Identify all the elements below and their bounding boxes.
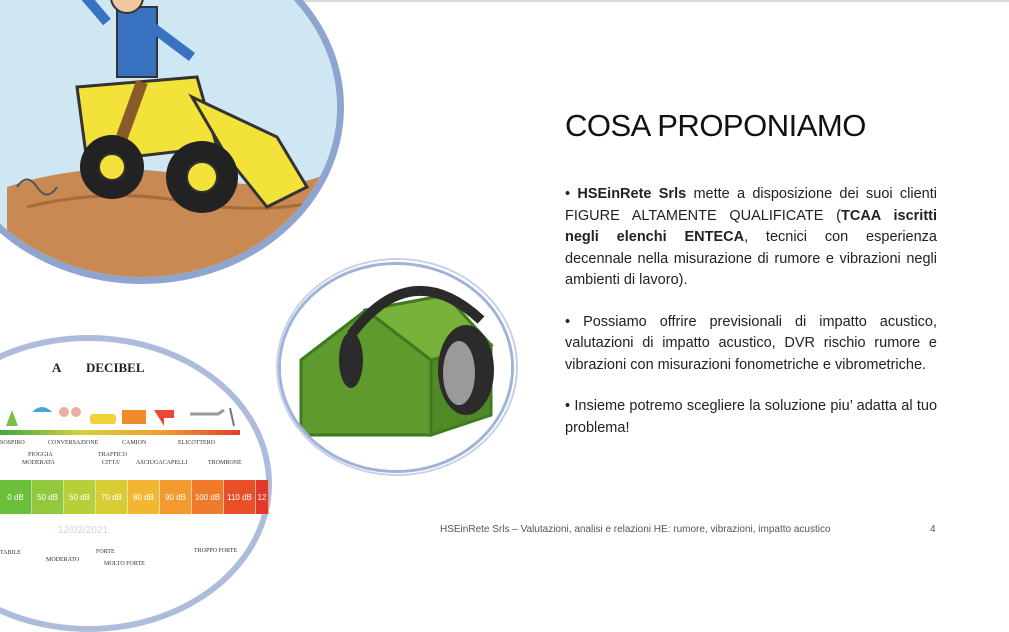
decibel-label: CAMION	[122, 440, 147, 446]
bold-text: TCAA iscritti negli elenchi ENTECA	[565, 207, 938, 245]
decibel-label: TROPPO FORTE	[194, 548, 238, 554]
text-segment: , tecnici con esperienza decennale nella misurazione di rumore e vibrazioni negli ambienti di lavoro).	[565, 229, 937, 288]
decibel-cell: 0 dB	[0, 480, 32, 514]
decibel-label: MODERATO	[46, 557, 80, 563]
decibel-cell: 50 dB	[32, 480, 64, 514]
bullet-marker: •	[565, 313, 584, 330]
bullet-marker: •	[565, 186, 578, 202]
decibel-label: TABILE	[0, 550, 21, 556]
decibel-cell: 100 dB	[192, 480, 224, 514]
decibel-cell: 12	[256, 480, 269, 514]
decibel-label: CITTA'	[102, 460, 121, 466]
decibel-label: ELICOTTERO	[178, 440, 215, 446]
decibel-gradient-bar	[0, 430, 240, 435]
text-segment: mette a disposizione dei suoi clienti FIGURE ALTAMENTE QUALIFICATE (	[565, 186, 937, 224]
bulldozer-cartoon-image	[0, 0, 344, 284]
decibel-label: MOLTO FORTE	[104, 561, 145, 567]
decibel-cell: 80 dB	[128, 480, 160, 514]
bullet-paragraph	[565, 312, 937, 377]
slide-title: COSA PROPONIAMO	[565, 108, 866, 143]
decibel-label: MODERATA	[22, 460, 55, 466]
decibel-label: FORTE	[96, 549, 115, 555]
slide-content	[565, 184, 937, 459]
decibel-cell: 50 dB	[64, 480, 96, 514]
decibel-label: ASCIUGACAPELLI	[136, 460, 188, 466]
bullet-marker: •	[565, 398, 575, 414]
decibel-label: SOSPIRO	[0, 440, 25, 446]
decibel-title-prefix: A	[52, 360, 62, 375]
decibel-label: TRAFFICO	[98, 452, 128, 458]
decibel-label: TROMBONE	[208, 460, 242, 466]
bold-text: HSEinRete Srls	[577, 186, 687, 202]
decibel-cell: 110 dB	[224, 480, 256, 514]
slide-date: 12/02/2021	[58, 525, 109, 536]
decibel-cell: 90 dB	[160, 480, 192, 514]
decibel-label: CONVERSAZIONE	[48, 440, 99, 446]
slide-footer: HSEinRete Srls – Valutazioni, analisi e relazioni HE: rumore, vibrazioni, impatto acustico	[440, 524, 831, 535]
decibel-scale-row	[0, 480, 269, 514]
decibel-icons-row	[4, 400, 239, 428]
circle-outline-decoration	[276, 258, 518, 476]
text-segment: Possiamo offrire previsionali di impatto acustico, valutazioni di impatto acustico, DVR rischio rumore e vibrazioni con misurazioni fonometriche e vibrometriche.	[565, 313, 938, 373]
decibel-cell: 70 dB	[96, 480, 128, 514]
decibel-title: DECIBEL	[86, 360, 145, 375]
bullet-paragraph	[565, 396, 937, 439]
page-number: 4	[930, 524, 936, 535]
bullet-paragraph	[565, 184, 937, 292]
decibel-label: PIOGGIA	[28, 452, 53, 458]
text-segment: Insieme potremo scegliere la soluzione piu’ adatta al tuo problema!	[565, 398, 938, 436]
